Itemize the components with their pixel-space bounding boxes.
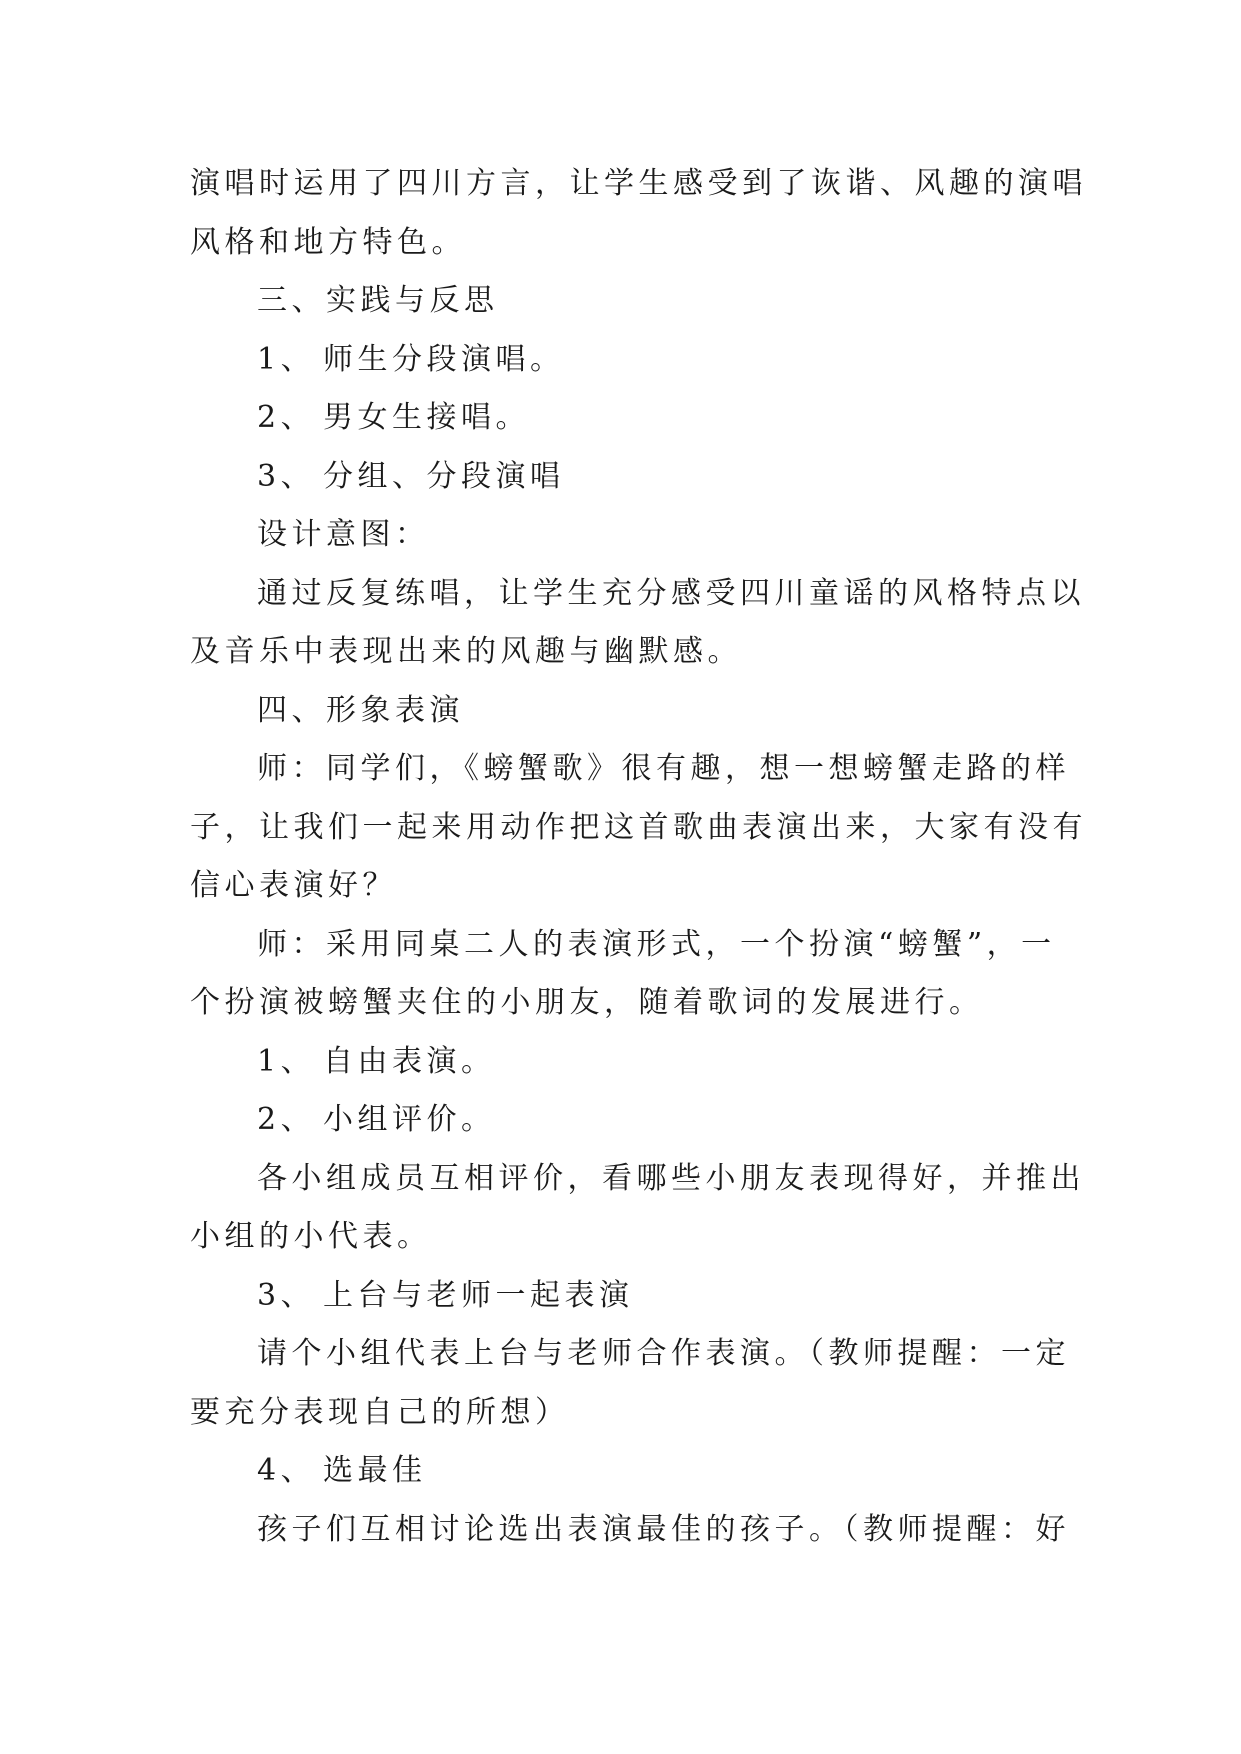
list-text: 小组评价。 bbox=[323, 1102, 496, 1137]
list-text: 上台与老师一起表演 bbox=[323, 1277, 634, 1313]
section-heading: 四、形象表演 bbox=[257, 692, 464, 728]
paragraph-line: 各小组成员互相评价，看哪些小朋友表现得好，并推出 bbox=[257, 1160, 1085, 1196]
list-text: 选最佳 bbox=[323, 1453, 427, 1488]
list-text: 分组、分段演唱 bbox=[323, 458, 565, 494]
paragraph-line: 请个小组代表上台与老师合作表演。（教师提醒：一定 bbox=[257, 1336, 1070, 1371]
paragraph-line: 通过反复练唱，让学生充分感受四川童谣的风格特点以 bbox=[257, 575, 1085, 611]
section-heading: 三、实践与反思 bbox=[257, 283, 499, 318]
list-text: 师生分段演唱。 bbox=[323, 341, 565, 377]
list-item bbox=[190, 1033, 1052, 1092]
paragraph-line: 风格和地方特色。 bbox=[190, 224, 466, 260]
list-item bbox=[190, 389, 1052, 448]
list-number: 1、 bbox=[257, 1043, 316, 1079]
list-text: 男女生接唱。 bbox=[323, 400, 530, 435]
list-item bbox=[190, 1091, 1052, 1150]
list-item bbox=[190, 448, 1052, 507]
paragraph-line: 个扮演被螃蟹夹住的小朋友，随着歌词的发展进行。 bbox=[190, 985, 984, 1020]
list-number: 3、 bbox=[257, 458, 316, 494]
paragraph-line: 小组的小代表。 bbox=[190, 1219, 432, 1254]
list-item bbox=[190, 1267, 1052, 1326]
paragraph-line: 子，让我们一起来用动作把这首歌曲表演出来，大家有没有 bbox=[190, 809, 1087, 845]
list-number: 2、 bbox=[257, 400, 316, 435]
document-body bbox=[190, 155, 1087, 1559]
list-number: 2、 bbox=[257, 1102, 316, 1137]
list-number: 1、 bbox=[257, 341, 316, 377]
paragraph-line: 孩子们互相讨论选出表演最佳的孩子。（教师提醒：好 bbox=[257, 1511, 1070, 1547]
paragraph-line: 师：同学们，《螃蟹歌》很有趣，想一想螃蟹走路的样 bbox=[257, 751, 1070, 786]
list-number: 4、 bbox=[257, 1453, 316, 1488]
paragraph-line: 及音乐中表现出来的风趣与幽默感。 bbox=[190, 634, 742, 669]
list-item bbox=[190, 331, 1052, 390]
paragraph-line: 信心表演好？ bbox=[190, 868, 397, 903]
paragraph-line: 演唱时运用了四川方言，让学生感受到了诙谐、风趣的演唱 bbox=[190, 166, 1087, 201]
list-item bbox=[190, 1442, 1052, 1501]
paragraph-line: 要充分表现自己的所想） bbox=[190, 1394, 570, 1430]
list-number: 3、 bbox=[257, 1277, 316, 1313]
paragraph-line: 设计意图： bbox=[257, 517, 430, 552]
list-text: 自由表演。 bbox=[323, 1043, 496, 1079]
paragraph-line: 师：采用同桌二人的表演形式，一个扮演“螃蟹”，一 bbox=[257, 926, 1056, 962]
